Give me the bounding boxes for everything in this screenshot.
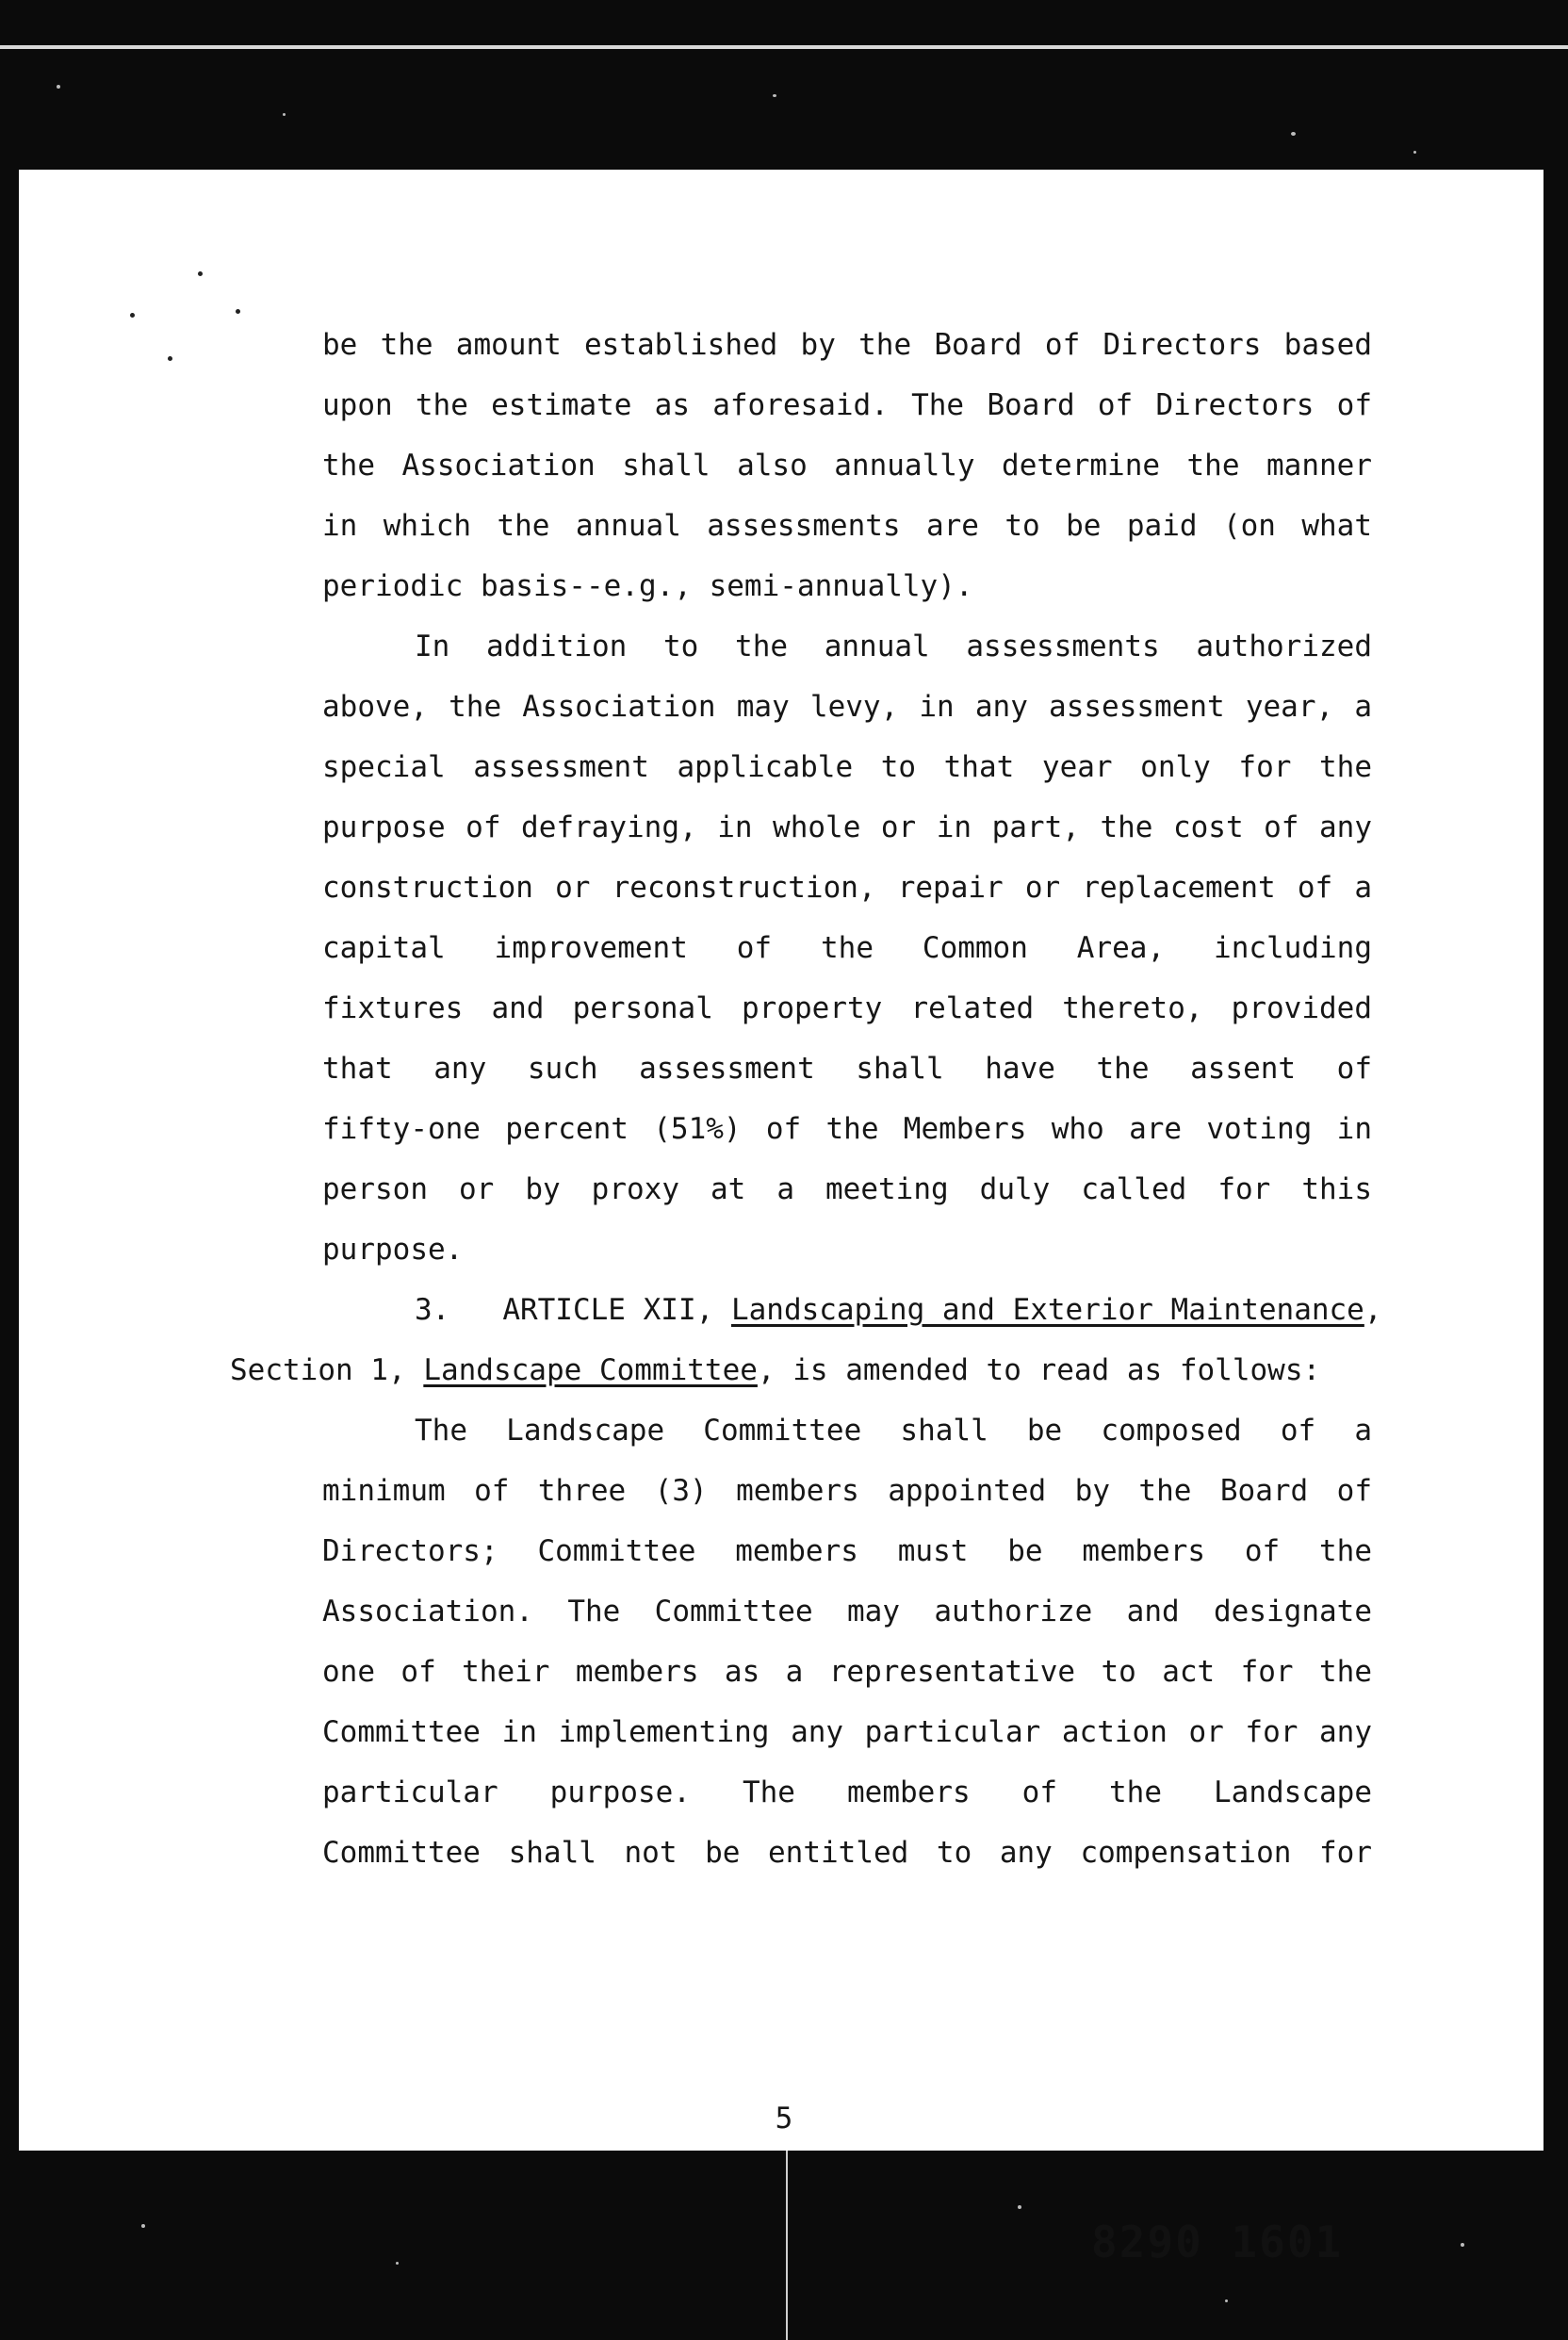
scan-speck xyxy=(168,356,172,361)
body-line: Committee in implementing any particular action or for any xyxy=(322,1715,1372,1749)
scan-speck xyxy=(236,309,240,314)
scan-speck xyxy=(396,2262,399,2265)
section-title: Landscape Committee xyxy=(423,1353,758,1387)
scan-speck xyxy=(283,113,286,116)
body-line: In addition to the annual assessments authorized xyxy=(415,630,1372,663)
body-line: Committee shall not be entitled to any compensation for xyxy=(322,1836,1372,1870)
scan-speck xyxy=(1461,2243,1464,2247)
scan-speck xyxy=(57,85,60,89)
scan-speck xyxy=(1018,2205,1021,2209)
section-prefix: Section 1, xyxy=(230,1353,424,1387)
scan-speck xyxy=(773,94,776,97)
body-line: construction or reconstruction, repair or replacement of a xyxy=(322,871,1372,905)
body-line: fixtures and personal property related thereto, provided xyxy=(322,991,1372,1025)
scan-speck xyxy=(141,2224,145,2228)
scan-speck xyxy=(130,313,135,318)
scan-border-line xyxy=(0,45,1568,49)
body-line: fifty-one percent (51%) of the Members who are voting in xyxy=(322,1112,1372,1146)
body-line: be the amount established by the Board of Directors based xyxy=(322,328,1372,362)
article-suffix: , xyxy=(1364,1293,1382,1327)
section-suffix: , is amended to read as follows: xyxy=(757,1353,1321,1387)
scan-speck xyxy=(1413,151,1416,154)
scan-speck xyxy=(1291,132,1296,136)
body-line: Directors; Committee members must be members of the xyxy=(322,1534,1372,1568)
body-line: capital improvement of the Common Area, including xyxy=(322,931,1372,965)
body-line: particular purpose. The members of the Landscape xyxy=(322,1775,1372,1809)
body-line: purpose of defraying, in whole or in part, the cost of any xyxy=(322,810,1372,844)
body-line: Association. The Committee may authorize and designate xyxy=(322,1595,1372,1628)
body-line: the Association shall also annually determine the manner xyxy=(322,449,1372,483)
article-prefix: 3. ARTICLE XII, xyxy=(415,1293,731,1327)
body-line: that any such assessment shall have the assent of xyxy=(322,1052,1372,1086)
body-line: in which the annual assessments are to be paid (on what xyxy=(322,509,1372,543)
article-heading xyxy=(322,1291,1382,1329)
body-line: purpose. xyxy=(322,1233,464,1267)
body-line: special assessment applicable to that year only for the xyxy=(322,750,1372,784)
article-title: Landscaping and Exterior Maintenance xyxy=(730,1293,1364,1327)
section-heading xyxy=(230,1351,1372,1389)
body-line: minimum of three (3) members appointed by the Board of xyxy=(322,1474,1372,1508)
scan-fold-line xyxy=(786,2151,788,2340)
body-line: periodic basis--e.g., semi-annually). xyxy=(322,569,973,603)
page-number: 5 xyxy=(775,2102,793,2135)
body-line: The Landscape Committee shall be composed of a xyxy=(415,1414,1372,1448)
body-line: upon the estimate as aforesaid. The Board of Directors of xyxy=(322,388,1372,422)
body-line: above, the Association may levy, in any assessment year, a xyxy=(322,690,1372,724)
document-id: 8290 1601 xyxy=(1091,2217,1344,2267)
body-line: person or by proxy at a meeting duly called for this xyxy=(322,1172,1372,1206)
scan-speck xyxy=(198,271,203,276)
document-page xyxy=(19,170,1544,2267)
body-line: one of their members as a representative to act for the xyxy=(322,1655,1372,1689)
scan-speck xyxy=(1225,2299,1228,2302)
